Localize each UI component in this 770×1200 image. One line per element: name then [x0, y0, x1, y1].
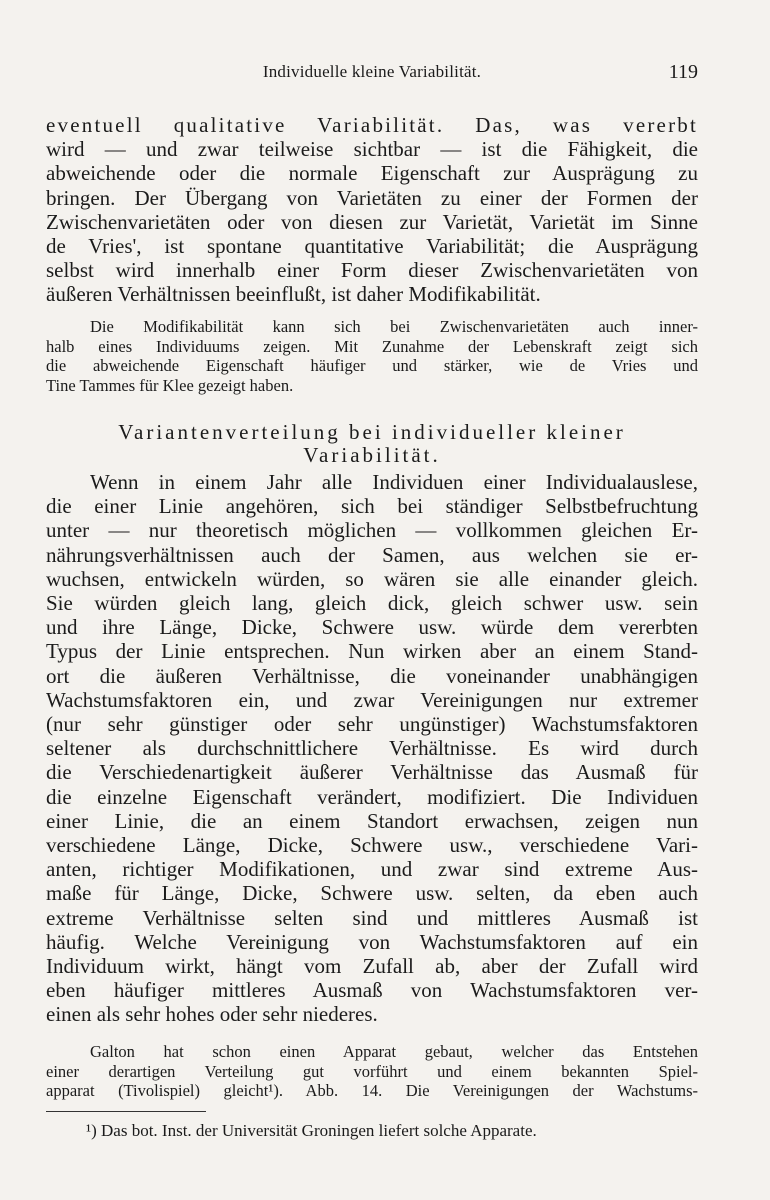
text-line: die einer Linie angehören, sich bei ständiger Selbstbefruchtung: [46, 494, 698, 519]
text-line: Sie würden gleich lang, gleich dick, gleich schwer usw. sein: [46, 591, 698, 616]
text-line: die Verschiedenartigkeit äußerer Verhältnisse das Ausmaß für: [46, 760, 698, 785]
text-line: Typus der Linie entsprechen. Nun wirken aber an einem Stand-: [46, 639, 698, 664]
note-line: halb eines Individuums zeigen. Mit Zunahme der Lebenskraft zeigt sich: [46, 336, 698, 356]
note-2: [46, 1042, 698, 1101]
text-line: anten, richtiger Modifikationen, und zwar sind extreme Aus-: [46, 857, 698, 882]
text-line: extreme Verhältnisse selten sind und mittleres Ausmaß ist: [46, 905, 698, 930]
text-line: Zwischenvarietäten oder von diesen zur Varietät, Varietät im Sinne: [46, 209, 698, 234]
text-line: einen als sehr hohes oder sehr niederes.: [46, 1002, 378, 1027]
heading-line: Variantenverteilung bei individueller kleiner: [118, 421, 626, 444]
paragraph-1: [46, 113, 698, 307]
note-line: die abweichende Eigenschaft häufiger und stärker, wie de Vries und: [46, 356, 698, 375]
page-number: 119: [668, 61, 698, 83]
text-line: Wachstumsfaktoren ein, und zwar Vereinigungen nur extremer: [46, 687, 698, 712]
text-line: nährungsverhältnissen auch der Samen, aus welchen sie er-: [46, 542, 698, 567]
text-line: und ihre Länge, Dicke, Schwere usw. würde dem vererbten: [46, 615, 698, 640]
text-line: bringen. Der Übergang von Varietäten zu einer der Formen der: [46, 185, 698, 210]
note-line: Die Modifikabilität kann sich bei Zwischenvarietäten auch inner-: [90, 317, 698, 336]
text-line: eventuell qualitative Variabilität. Das, was vererbt: [46, 113, 698, 137]
text-line: die einzelne Eigenschaft verändert, modifiziert. Die Individuen: [46, 784, 698, 809]
paragraph-2: [46, 470, 698, 1027]
note-line: apparat (Tivolispiel) gleicht¹). Abb. 14. Die Vereinigungen der Wachstums-: [46, 1081, 698, 1100]
text-line: verschiedene Länge, Dicke, Schwere usw., verschiedene Vari-: [46, 833, 698, 858]
text-line: einer Linie, die an einem Standort erwachsen, zeigen nun: [46, 808, 698, 833]
page-header: [46, 62, 698, 88]
text-line: wird — und zwar teilweise sichtbar — ist die Fähigkeit, die: [46, 137, 698, 162]
text-line: de Vries', ist spontane quantitative Variabilität; die Ausprägung: [46, 234, 698, 259]
text-line: eben häufiger mittleres Ausmaß von Wachstumsfaktoren ver-: [46, 978, 698, 1003]
text-line: abweichende oder die normale Eigenschaft zur Ausprägung zu: [46, 161, 698, 186]
note-line: einer derartigen Verteilung gut vorführt und einem bekannten Spiel-: [46, 1061, 698, 1081]
note-line: Galton hat schon einen Apparat gebaut, welcher das Entstehen: [90, 1042, 698, 1061]
footnote-divider: [46, 1111, 206, 1112]
text-line: Wenn in einem Jahr alle Individuen einer Individualauslese,: [90, 470, 698, 494]
heading-line: Variabilität.: [303, 443, 441, 466]
running-title: Individuelle kleine Variabilität.: [262, 62, 482, 81]
note-1: [46, 317, 698, 395]
text-line: maße für Länge, Dicke, Schwere usw. selten, da eben auch: [46, 881, 698, 906]
text-line: selbst wird innerhalb einer Form dieser Zwischenvarietäten von: [46, 258, 698, 283]
text-line: Individuum wirkt, hängt vom Zufall ab, aber der Zufall wird: [46, 954, 698, 979]
text-line: äußeren Verhältnissen beeinflußt, ist daher Modifikabilität.: [46, 282, 541, 307]
text-line: unter — nur theoretisch möglichen — vollkommen gleichen Er-: [46, 518, 698, 543]
text-line: häufig. Welche Vereinigung von Wachstumsfaktoren auf ein: [46, 929, 698, 954]
text-line: seltener als durchschnittlichere Verhältnisse. Es wird durch: [46, 736, 698, 761]
text-line: wuchsen, entwickeln würden, so wären sie alle einander gleich.: [46, 566, 698, 591]
section-heading: [46, 421, 698, 466]
footnote: ¹) Das bot. Inst. der Universität Groningen liefert solche Apparate.: [86, 1121, 537, 1140]
text-line: (nur sehr günstiger oder sehr ungünstiger) Wachstumsfaktoren: [46, 712, 698, 737]
text-line: ort die äußeren Verhältnisse, die voneinander unabhängigen: [46, 663, 698, 688]
note-line: Tine Tammes für Klee gezeigt haben.: [46, 375, 294, 395]
